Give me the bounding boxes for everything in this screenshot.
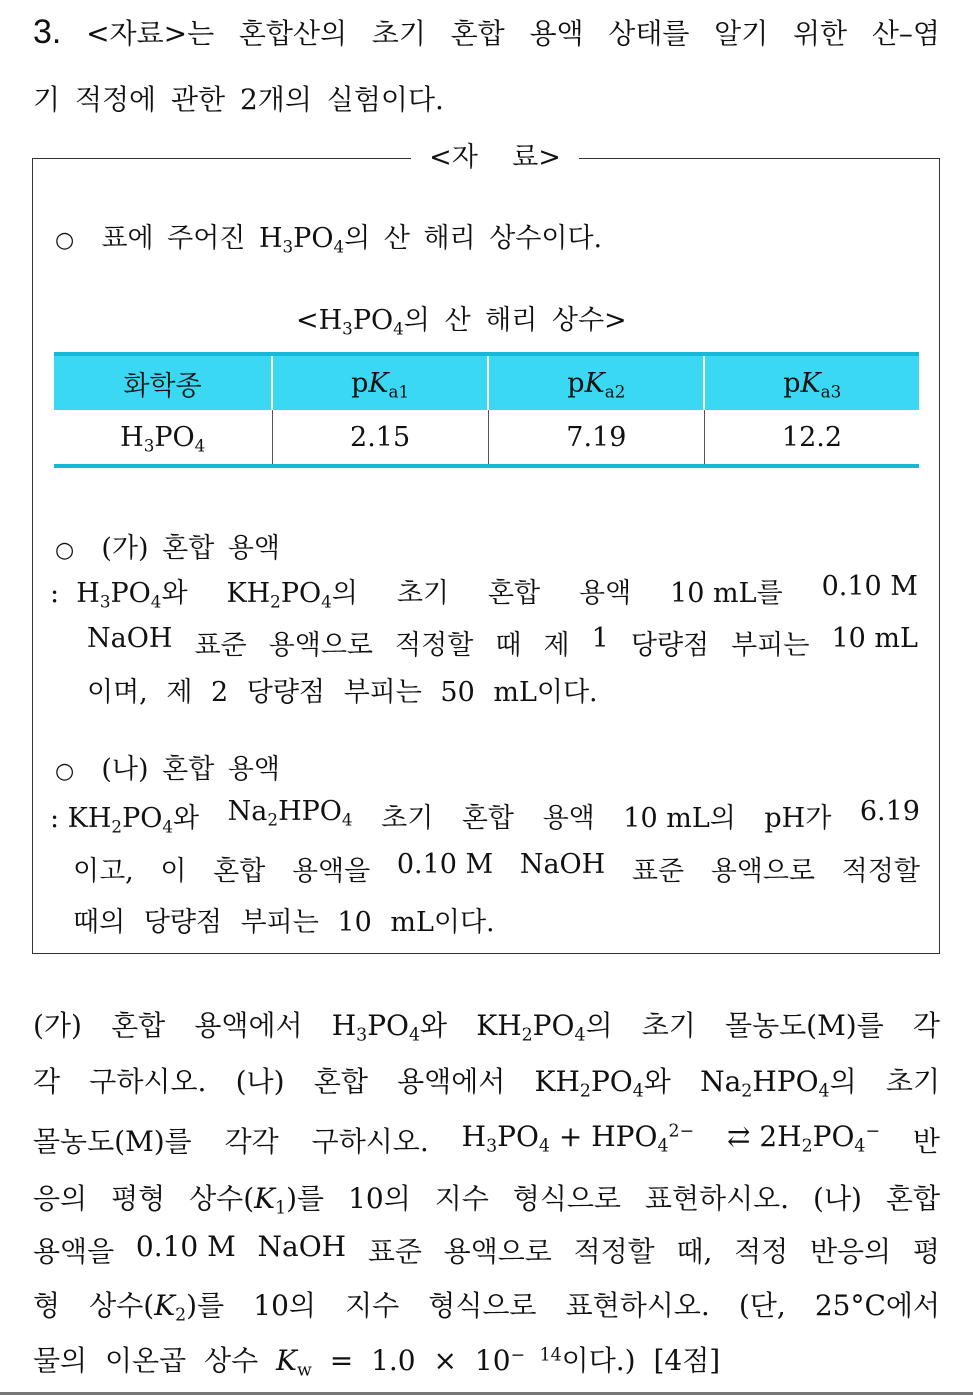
table-header-row bbox=[54, 354, 919, 410]
section-ga-line-1: : $H_3PO_4$와 $KH_2PO_4$의 초기 혼합 용액 10 mL를 0.10 M bbox=[50, 571, 918, 612]
table-row bbox=[54, 410, 919, 466]
header-species: 화학종 bbox=[54, 354, 272, 410]
section-na-line-2: 이고, 이 혼합 용액을 0.10 M NaOH 표준 용액으로 적정할 bbox=[73, 849, 920, 887]
body-line-6: 형 상수$(K_2)$를 10의 지수 형식으로 표현하시오. (단, 25°C에서 bbox=[33, 1289, 940, 1326]
body-line-4: 응의 평형 상수$(K_1)$를 10의 지수 형식으로 표현하시오. (나) 혼합 bbox=[33, 1182, 940, 1219]
section-na-line-3: 때의 당량점 부피는 10 mL이다. bbox=[73, 907, 495, 938]
table-caption: $<H_3PO_4$의 산 해리 상수> bbox=[296, 305, 627, 339]
body-line-5: 용액을 0.10 M NaOH 표준 용액으로 적정할 때, 적정 반응의 평 bbox=[33, 1230, 940, 1268]
section-na-line-1: : $KH_2PO_4$와 $Na_2HPO_4$ 초기 혼합 용액 10 mL의 pH가 6.19 bbox=[50, 796, 920, 837]
section-na-heading: ○ (나) 혼합 용액 bbox=[55, 754, 281, 785]
bullet-circle-icon: ○ bbox=[55, 538, 75, 563]
question-line-1: 3. <자료>는 혼합산의 초기 혼합 용액 상태를 알기 위한 산–염 bbox=[33, 13, 940, 51]
header-pka3: $pK_{a3}$ bbox=[704, 354, 919, 410]
body-line-2: 각 구하시오. (나) 혼합 용액에서 $KH_2PO_4$와 $Na_2HPO_4$의 초기 bbox=[33, 1065, 940, 1102]
bullet-1: ○ 표에 주어진 $H_3PO_4$의 산 해리 상수이다. bbox=[55, 223, 603, 257]
cell-pka3: 12.2 bbox=[704, 410, 919, 466]
body-line-1: (가) 혼합 용액에서 $H_3PO_4$와 $KH_2PO_4$의 초기 몰농도(M)를 각 bbox=[33, 1009, 940, 1046]
bullet-circle-icon: ○ bbox=[55, 228, 75, 253]
box-title: <자 료> bbox=[411, 143, 579, 173]
section-ga-heading: ○ (가) 혼합 용액 bbox=[55, 533, 281, 564]
question-number: 3. bbox=[33, 13, 62, 51]
section-ga-line-3: 이며, 제 2 당량점 부피는 50 mL이다. bbox=[87, 677, 598, 708]
cell-pka1: 2.15 bbox=[272, 410, 488, 466]
bullet-circle-icon: ○ bbox=[55, 759, 75, 784]
body-line-3: 몰농도(M)를 각각 구하시오. $H_3PO_4 + HPO_4^{2-}$ ⇄ $2H_2PO_4^-$ 반 bbox=[33, 1120, 940, 1158]
section-ga-line-2: NaOH 표준 용액으로 적정할 때 제 1 당량점 부피는 10 mL bbox=[87, 623, 918, 661]
question-line-2: 기 적정에 관한 2개의 실험이다. bbox=[33, 83, 444, 116]
cell-species: $H_3PO_4$ bbox=[54, 410, 272, 466]
header-pka1: $pK_{a1}$ bbox=[272, 354, 488, 410]
header-pka2: $pK_{a2}$ bbox=[488, 354, 704, 410]
body-line-7: 물의 이온곱 상수 $K_w = 1.0 \times 10^{- 14}$이다.) [4점] bbox=[33, 1344, 721, 1381]
acid-dissociation-table bbox=[54, 352, 919, 468]
cell-pka2: 7.19 bbox=[488, 410, 704, 466]
